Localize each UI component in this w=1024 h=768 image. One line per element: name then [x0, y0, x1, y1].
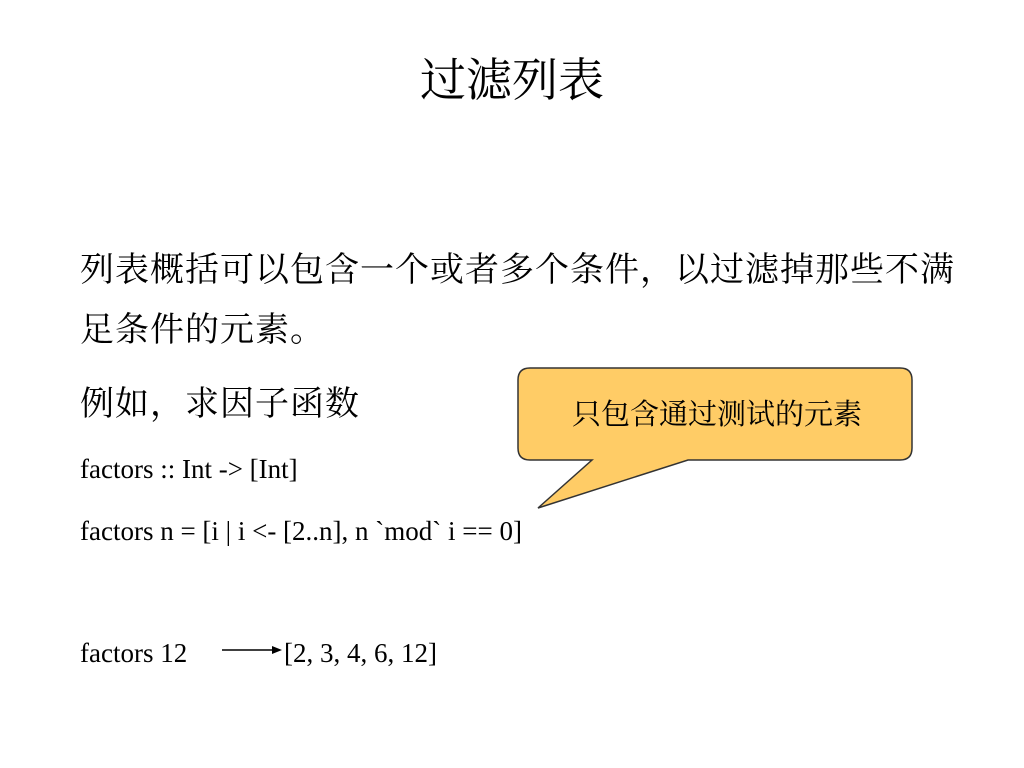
result-arrow-head: [272, 646, 282, 654]
callout-bubble: [518, 368, 912, 508]
callout-text: 只包含通过测试的元素: [571, 397, 862, 431]
example-result: [2, 3, 4, 6, 12]: [284, 638, 437, 668]
code-definition: factors n = [i | i <- [2..n], n `mod` i == 0]: [80, 516, 522, 546]
slide-title: 过滤列表: [420, 53, 604, 107]
example-label: 例如，求因子函数: [80, 384, 360, 424]
code-signature: factors :: Int -> [Int]: [80, 454, 298, 484]
description-paragraph: 列表概括可以包含一个或者多个条件，以过滤掉那些不满足条件的元素。: [80, 250, 955, 350]
example-call: factors 12: [80, 638, 188, 668]
